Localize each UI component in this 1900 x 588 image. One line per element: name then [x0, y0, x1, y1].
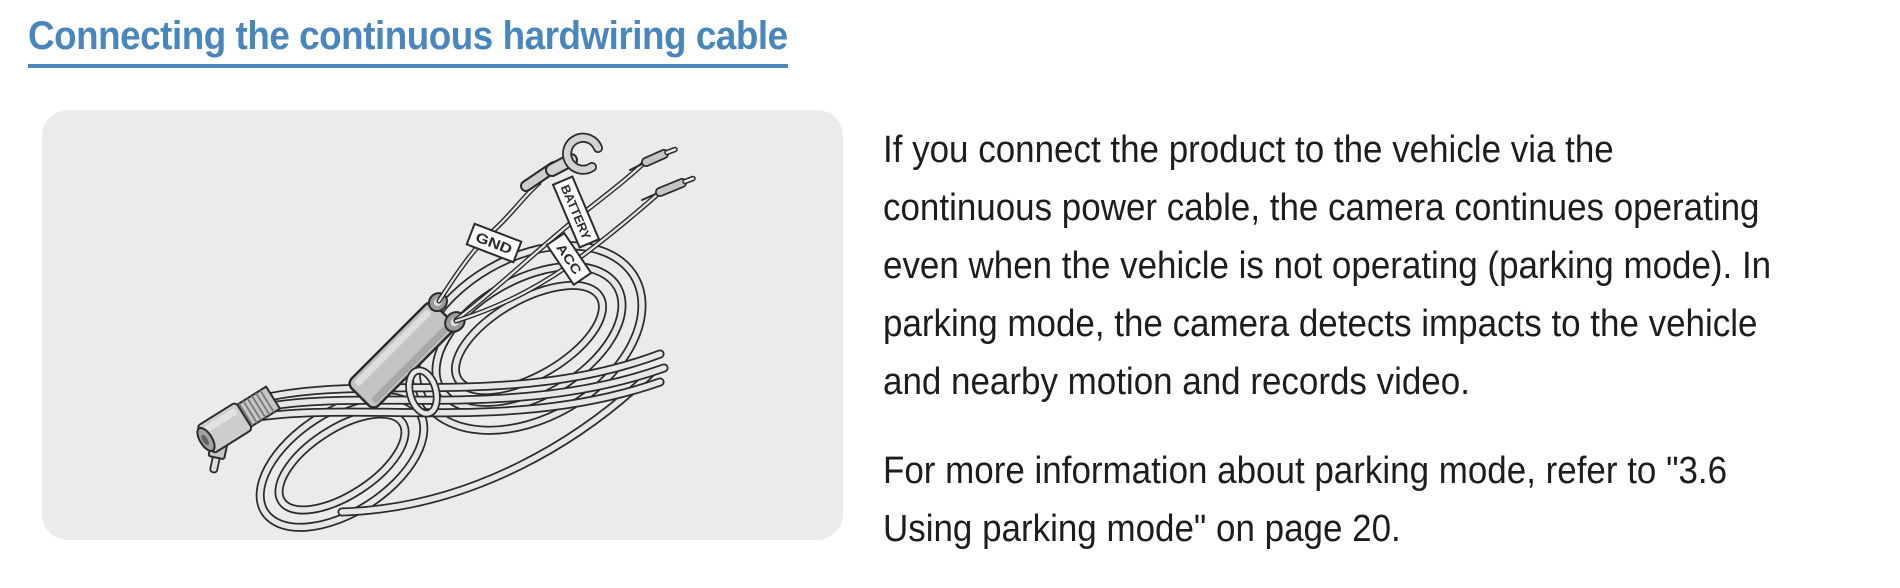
text-line: Using parking mode" on page 20. — [883, 508, 1401, 550]
text-line: If you connect the product to the vehicle via the — [883, 129, 1614, 171]
wire-tip-acc — [642, 179, 693, 201]
illustration-panel — [42, 110, 843, 540]
text-line: even when the vehicle is not operating (parking mode). In — [883, 245, 1772, 287]
text-line: and nearby motion and records video. — [883, 361, 1470, 403]
text-line: For more information about parking mode, refer to "3.6 — [883, 450, 1728, 492]
section-heading: Connecting the continuous hardwiring cable — [28, 14, 788, 68]
cable-coil — [238, 208, 675, 540]
hardwiring-cable-illustration — [42, 110, 843, 540]
acc-label-text: ACC — [553, 240, 582, 273]
text-line: parking mode, the camera detects impacts to the vehicle — [883, 303, 1758, 345]
fork-terminal — [526, 138, 598, 186]
body-text — [883, 121, 1893, 558]
paragraph-parking-mode-reference — [883, 442, 1893, 558]
text-line: continuous power cable, the camera continues operating — [883, 187, 1760, 229]
battery-label-text: BATTERY — [557, 182, 594, 242]
paragraph-parking-mode-intro — [883, 121, 1893, 411]
wire-tip-battery — [630, 150, 675, 171]
gnd-label-text: GND — [473, 228, 509, 255]
